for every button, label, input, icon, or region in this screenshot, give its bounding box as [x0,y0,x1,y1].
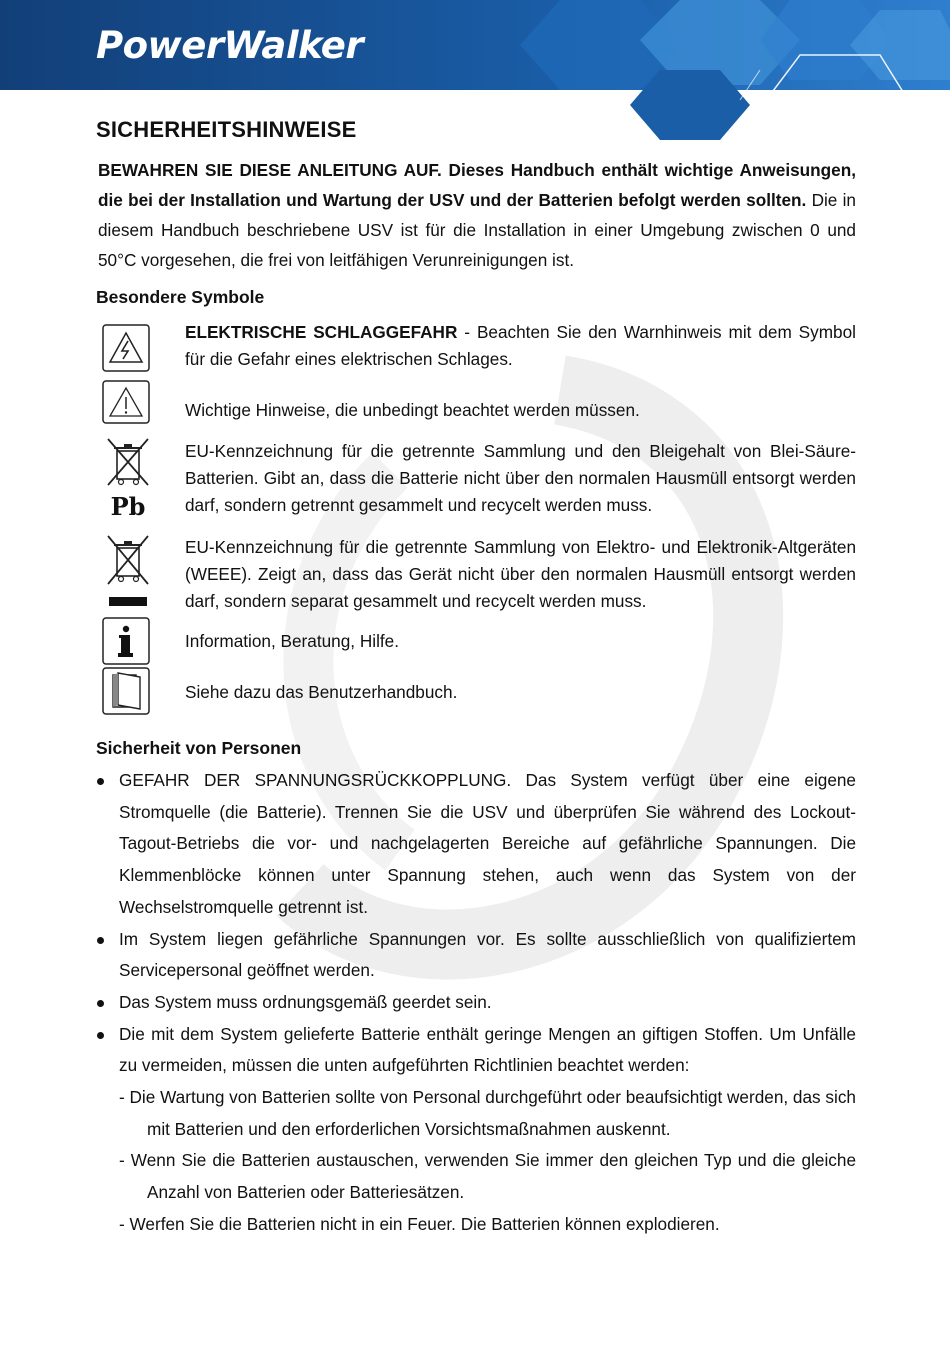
symbol-description [185,319,856,373]
sub-list-item: - Wenn Sie die Batterien austauschen, verwenden Sie immer den gleichen Typ und die gleiche Anzahl von Batterien oder Batteriesätzen. [119,1150,856,1203]
caution-triangle-icon [102,380,150,424]
brand-logo: PowerWalker [96,24,364,67]
symbols-heading: Besondere Symbole [96,287,265,307]
symbol-description-bold: ELEKTRISCHE SCHLAGGEFAHR [185,322,458,342]
list-item-text: Im System liegen gefährliche Spannungen vor. Es sollte ausschließlich von qualifiziertem Servicepersonal geöffnet werden. [119,928,856,981]
list-item [96,987,856,1019]
page-title: SICHERHEITSHINWEISE [96,117,357,142]
electric-shock-warning-icon [102,324,150,372]
symbol-description: EU-Kennzeichnung für die getrennte Sammlung und den Bleigehalt von Blei-Säure-Batterien. Gibt an, dass die Batterie nicht über den normalen Hausmüll entsorgt werden darf, sondern getrennt gesammelt und recycelt werden muss. [185,441,856,515]
intro-paragraph [98,155,856,275]
manual-book-icon [102,667,150,715]
symbol-description: EU-Kennzeichnung für die getrennte Sammlung von Elektro- und Elektronik-Altgeräten (WEEE). Zeigt an, dass das Gerät nicht über den normalen Hausmüll entsorgt werden darf, sondern separat gesammelt und recycelt werden muss. [185,537,856,611]
bullet-dot [97,1032,104,1039]
list-item [96,1019,856,1241]
intro-bold: BEWAHREN SIE DIESE ANLEITUNG AUF. Dieses Handbuch enthält wichtige Anweisungen, die bei der Installation und Wartung der USV und der Batterien befolgt werden sollten. [98,160,856,210]
symbol-description: Information, Beratung, Hilfe. [185,631,399,651]
list-item [96,924,856,987]
personal-safety-list [96,765,856,1241]
symbol-description-text: - Beachten Sie den Warnhinweis mit dem Symbol für die Gefahr eines elektrischen Schlages. [185,322,856,369]
list-item-text: GEFAHR DER SPANNUNGSRÜCKKOPPLUNG. Das System verfügt über eine eigene Stromquelle (die Batterie). Trennen Sie die USV und überprüfen Sie während des Lockout-Tagout-Betriebs die vor- und nachgelagerten Bereiche auf gefährliche Spannungen. Die Klemmenblöcke können unter Spannung stehen, auch wenn das System von der Wechselstromquelle getrennt ist. [119,770,856,917]
intro-text: Die in diesem Handbuch beschriebene USV ist für die Installation in einer Umgebung zwischen 0 und 50°C vorgesehen, die frei von leitfähigen Verunreinigungen ist. [98,190,856,270]
list-item-text: Die mit dem System gelieferte Batterie enthält geringe Mengen an giftigen Stoffen. Um Unfälle zu vermeiden, müssen die unten aufgeführten Richtlinien beachtet werden: [119,1023,856,1076]
bullet-dot [97,778,104,785]
bullet-dot [97,937,104,944]
list-item-text: Das System muss ordnungsgemäß geerdet sein. [119,991,492,1012]
bullet-dot [97,1000,104,1007]
sub-list-item: - Werfen Sie die Batterien nicht in ein Feuer. Die Batterien können explodieren. [119,1213,720,1234]
symbol-description: Siehe dazu das Benutzerhandbuch. [185,682,458,702]
symbol-description: Wichtige Hinweise, die unbedingt beachtet werden müssen. [185,400,640,420]
information-icon [102,617,150,665]
sub-list-item: - Die Wartung von Batterien sollte von Personal durchgeführt oder beaufsichtigt werden, das sich mit Batterien und den erforderlichen Vorsichtsmaßnahmen auskennt. [119,1087,856,1139]
weee-bin-icon [102,534,154,610]
battery-disposal-pb-icon [102,437,154,519]
list-item [96,765,856,924]
personal-safety-heading: Sicherheit von Personen [96,738,302,758]
pb-label: Pb [110,492,146,519]
